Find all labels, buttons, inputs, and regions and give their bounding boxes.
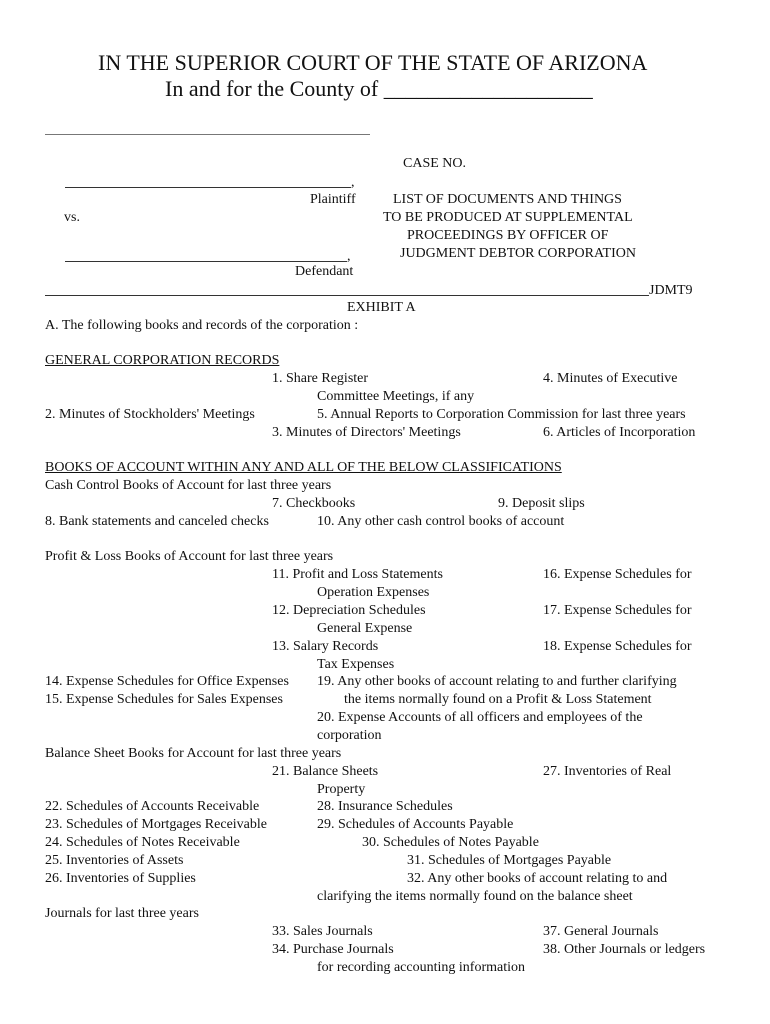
caption-divider [45, 295, 649, 296]
item-10: 10. Any other cash control books of account [317, 514, 565, 529]
item-19: 19. Any other books of account relating to and further clarifying [317, 674, 677, 689]
county-line: In and for the County of ___________________ [165, 76, 593, 101]
item-13: 13. Salary Records [272, 639, 379, 654]
item-15: 15. Expense Schedules for Sales Expenses [45, 692, 283, 707]
item-26: 26. Inventories of Supplies [45, 871, 196, 886]
item-24: 24. Schedules of Notes Receivable [45, 835, 240, 850]
item-23: 23. Schedules of Mortgages Receivable [45, 817, 267, 832]
plaintiff-comma: , [351, 175, 355, 190]
doc-title-1: LIST OF DOCUMENTS AND THINGS [393, 192, 622, 207]
item-8: 8. Bank statements and canceled checks [45, 514, 269, 529]
item-18-cont: Tax Expenses [317, 657, 395, 672]
item-32-cont: clarifying the items normally found on the balance sheet [317, 889, 633, 904]
versus-label: vs. [64, 210, 80, 225]
general-records-heading: GENERAL CORPORATION RECORDS [45, 353, 280, 368]
item-27-cont: Property [317, 782, 366, 797]
defendant-comma: , [347, 249, 351, 264]
doc-title-2: TO BE PRODUCED AT SUPPLEMENTAL [383, 210, 633, 225]
item-17: 17. Expense Schedules for [543, 603, 692, 618]
item-33: 33. Sales Journals [272, 924, 373, 939]
item-22: 22. Schedules of Accounts Receivable [45, 799, 260, 814]
books-heading: BOOKS OF ACCOUNT WITHIN ANY AND ALL OF THE BELOW CLASSIFICATIONS [45, 460, 562, 475]
item-37: 37. General Journals [543, 924, 659, 939]
pl-heading: Profit & Loss Books of Account for last three years [45, 549, 334, 564]
item-2: 2. Minutes of Stockholders' Meetings [45, 407, 255, 422]
attorney-line [45, 134, 370, 135]
item-25: 25. Inventories of Assets [45, 853, 184, 868]
item-5: 5. Annual Reports to Corporation Commission for last three years [317, 407, 686, 422]
item-12: 12. Depreciation Schedules [272, 603, 426, 618]
item-38-cont: for recording accounting information [317, 960, 525, 975]
cash-control-heading: Cash Control Books of Account for last three years [45, 478, 332, 493]
item-30: 30. Schedules of Notes Payable [362, 835, 539, 850]
item-14: 14. Expense Schedules for Office Expenses [45, 674, 289, 689]
doc-title-3: PROCEEDINGS BY OFFICER OF [407, 228, 609, 243]
court-title: IN THE SUPERIOR COURT OF THE STATE OF ARIZONA [98, 50, 648, 75]
item-9: 9. Deposit slips [498, 496, 585, 511]
item-29: 29. Schedules of Accounts Payable [317, 817, 514, 832]
item-16: 16. Expense Schedules for [543, 567, 692, 582]
item-27: 27. Inventories of Real [543, 764, 672, 779]
doc-title-4: JUDGMENT DEBTOR CORPORATION [400, 246, 636, 261]
item-3: 3. Minutes of Directors' Meetings [272, 425, 461, 440]
item-38: 38. Other Journals or ledgers [543, 942, 706, 957]
item-1: 1. Share Register [272, 371, 369, 386]
defendant-label: Defendant [295, 264, 354, 279]
item-6: 6. Articles of Incorporation [543, 425, 696, 440]
exhibit-label: EXHIBIT A [347, 300, 416, 315]
item-16-cont: Operation Expenses [317, 585, 430, 600]
intro-text: A. The following books and records of the corporation : [45, 318, 359, 333]
case-number-label: CASE NO. [403, 156, 467, 171]
item-4: 4. Minutes of Executive [543, 371, 678, 386]
item-11: 11. Profit and Loss Statements [272, 567, 443, 582]
plaintiff-line [65, 187, 351, 188]
item-21: 21. Balance Sheets [272, 764, 379, 779]
defendant-line [65, 261, 347, 262]
item-34: 34. Purchase Journals [272, 942, 394, 957]
plaintiff-label: Plaintiff [310, 192, 356, 207]
journals-heading: Journals for last three years [45, 906, 199, 921]
item-28: 28. Insurance Schedules [317, 799, 453, 814]
form-code: JDMT9 [649, 283, 693, 298]
item-17-cont: General Expense [317, 621, 413, 636]
item-31: 31. Schedules of Mortgages Payable [407, 853, 612, 868]
item-7: 7. Checkbooks [272, 496, 356, 511]
bs-heading: Balance Sheet Books for Account for last three years [45, 746, 342, 761]
item-20-cont: corporation [317, 728, 382, 743]
item-4-cont: Committee Meetings, if any [317, 389, 475, 404]
item-20: 20. Expense Accounts of all officers and employees of the [317, 710, 643, 725]
item-19-cont: the items normally found on a Profit & Loss Statement [344, 692, 652, 707]
item-18: 18. Expense Schedules for [543, 639, 692, 654]
item-32: 32. Any other books of account relating to and [407, 871, 668, 886]
